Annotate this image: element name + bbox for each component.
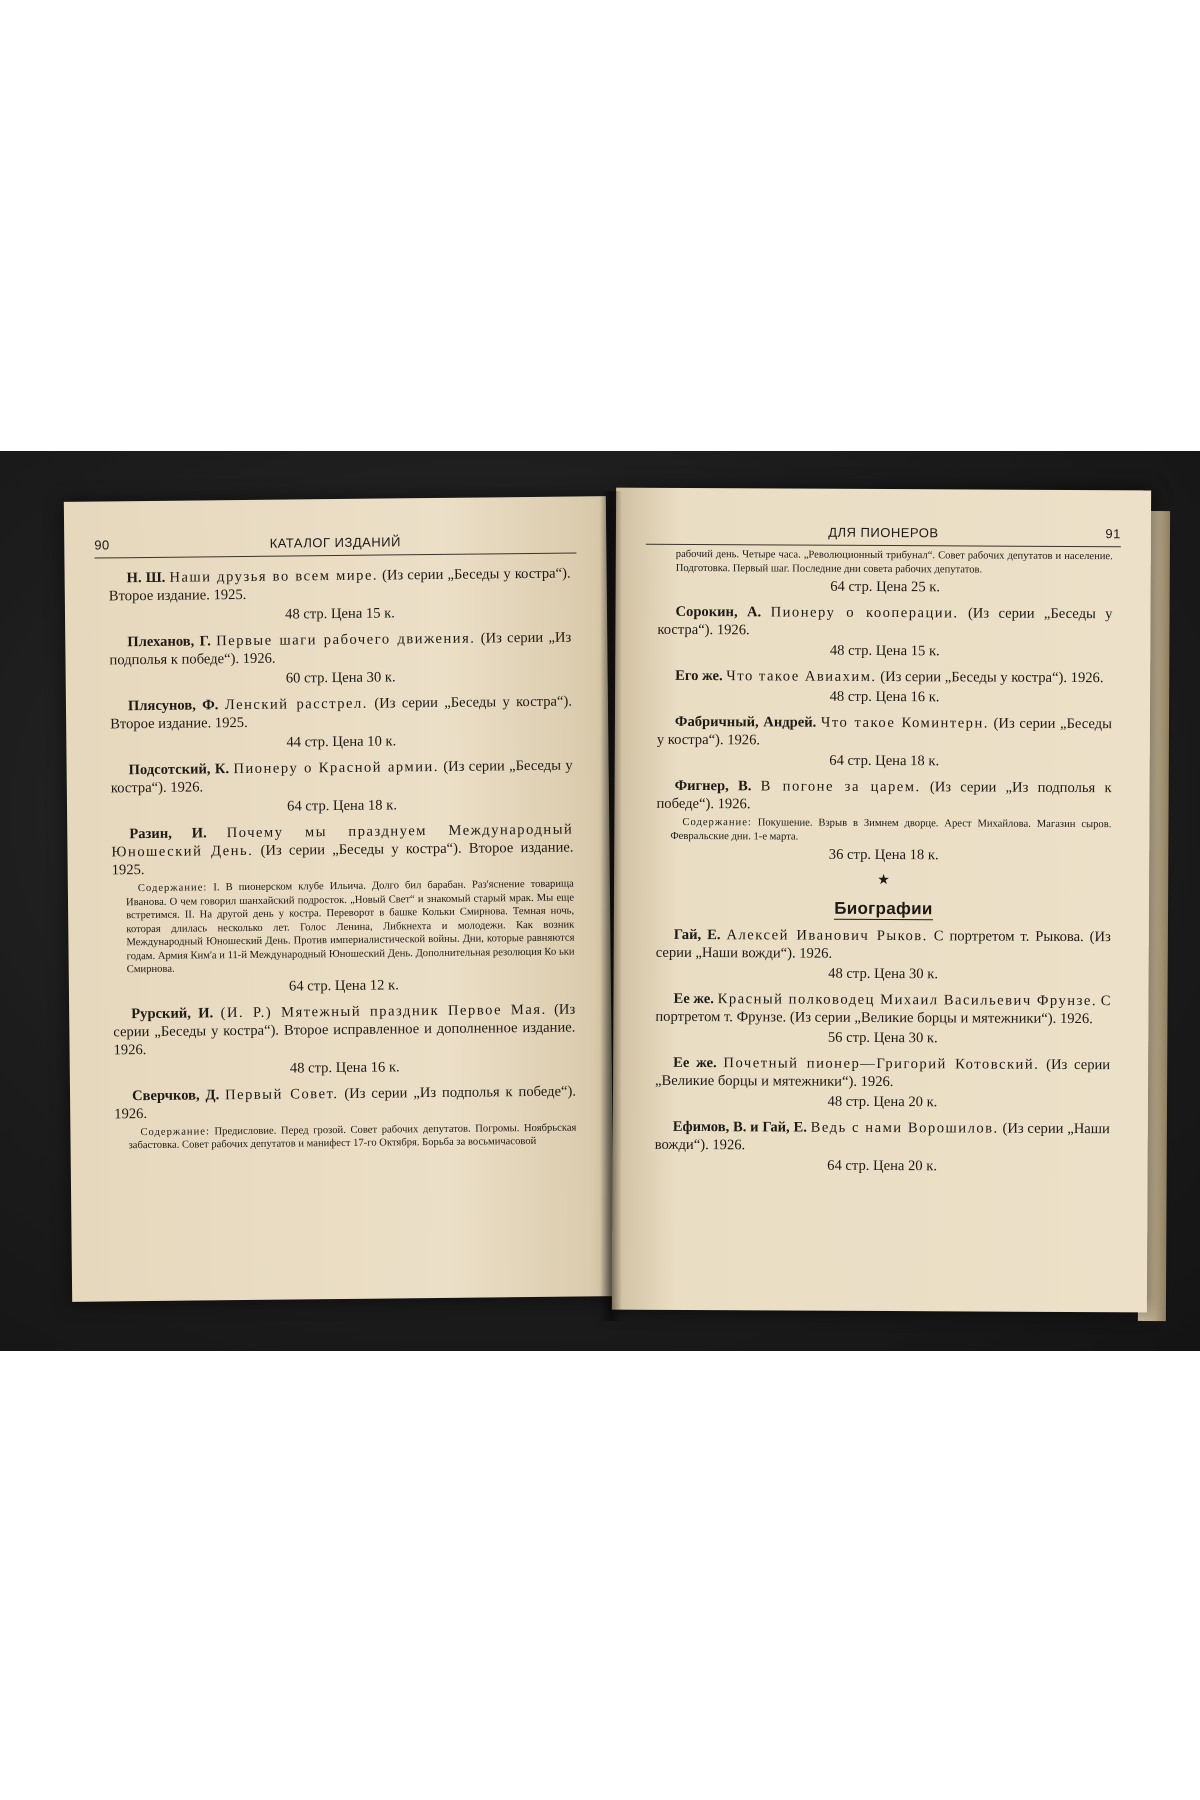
entry-author: Разин, И. — [129, 825, 207, 843]
section-title — [656, 898, 1111, 920]
contents-label: Содержание: — [140, 1125, 210, 1138]
catalog-entry — [113, 1000, 576, 1059]
entry-price: 64 стр. Цена 20 к. — [827, 1157, 938, 1175]
entry-price: 36 стр. Цена 18 к. — [828, 846, 939, 864]
entry-price: 48 стр. Цена 15 к. — [829, 642, 940, 660]
right-running-head — [646, 520, 1121, 547]
catalog-entry — [655, 1054, 1110, 1092]
entry-details: С портретом т. Фрунзе. (Из серии „Великие борцы и мятежники“). 1926. — [655, 993, 1111, 1028]
entry-price: 60 стр. Цена 30 к. — [285, 669, 396, 687]
entry-contents-note — [670, 816, 1111, 845]
entry-author: Фабричный, Андрей. — [674, 713, 817, 731]
catalog-entry — [655, 990, 1110, 1028]
entry-title: Что такое Коминтерн. — [820, 714, 989, 732]
entry-author: Рурский, И. — [131, 1004, 214, 1022]
catalog-entry — [657, 667, 1112, 687]
catalog-entry — [656, 777, 1111, 815]
catalog-entry — [656, 926, 1111, 964]
entry-details: С портретом т. Рыкова. (Из серии „Наши вожди“). 1926. — [655, 928, 1111, 962]
entry-price: 48 стр. Цена 16 к. — [289, 1058, 400, 1077]
star-divider: ★ — [877, 872, 890, 889]
catalog-entry — [111, 821, 574, 880]
entry-price: 64 стр. Цена 18 к. — [287, 797, 398, 815]
entry-author: Плеханов, Г. — [127, 633, 211, 651]
contents-label: Содержание: — [137, 882, 208, 895]
contents-label: Содержание: — [682, 816, 752, 829]
catalog-entry — [657, 603, 1112, 641]
entry-details: (Из серии „Беседы у костра“). 1926. — [110, 757, 573, 797]
catalog-entry — [110, 693, 572, 734]
section-title-text: Биографии — [834, 898, 933, 919]
entry-details: (Из серии „Беседы у костра“). Второе исправленное и дополненное издание. 1926. — [113, 1001, 576, 1058]
entry-title: Ленский расстрел. — [224, 695, 369, 714]
entry-title: Алексей Иванович Рыков. — [726, 927, 928, 945]
entry-author: Ее же. — [673, 990, 714, 1008]
entry-details: (Из серии „Беседы у костра“). 1926. — [656, 715, 1112, 749]
left-page-number: 90 — [94, 537, 110, 553]
entry-title: Первый Совет. — [224, 1085, 339, 1103]
entry-price: 48 стр. Цена 15 к. — [285, 605, 396, 623]
entry-details: (Из серии „Из подполья к победе“). 1926. — [109, 629, 572, 669]
entry-author: Сверчков, Д. — [131, 1086, 220, 1104]
entry-title: Почему мы празднуем Международный Юношеский День. — [111, 821, 574, 861]
left-running-head — [94, 528, 576, 558]
book-gutter — [600, 491, 622, 1321]
entry-details: (Из серии „Беседы у костра“). 1926. — [880, 668, 1104, 687]
entry-author: Его же. — [675, 667, 723, 685]
contents-text: I. В пионерском клубе Ильича. Долго бил барабан. Раз'яснение товарища Иванова. О чем говорил шанхайский подросток. „Новый Свет“ и знакомый старый мрак. Мы еще встретимся. II. На другой день у костра. Переворот в башке Кольки Смирнова. Темная ночь, которая длилась несколько лет. Голос Ленина, Либкнехта и молодежи. Как возник Международный Юношеский День. Против империалистической войны. Дни, которые равняются годам. Армия Ким'а и 11-й Международный Юношеский День. Дополнительная резолюция Ко ьки Смирнова. — [125, 878, 575, 976]
entry-details: (Из серии „Наши вожди“). 1926. — [654, 1120, 1110, 1154]
contents-text: Предисловие. Перед грозой. Совет рабочих депутатов. Погромы. Ноябрьская забастовка. Совет рабочих депутатов и манифест 17-го Октября. Борьба за восьмичасовой — [128, 1122, 577, 1152]
entry-title: Пионеру о Красной армии. — [233, 758, 440, 778]
left-entries — [109, 565, 577, 1153]
photo-background — [0, 451, 1200, 1351]
entry-price: 64 стр. Цена 12 к. — [288, 976, 399, 995]
entry-author: Ефимов, В. и Гай, Е. — [672, 1118, 807, 1136]
entry-details: (Из серии „Беседы у костра“). Второе издание. 1925. — [111, 839, 574, 879]
right-page-number: 91 — [1105, 526, 1121, 542]
entry-title: Почетный пионер—Григорий Котовский. — [723, 1055, 1040, 1073]
entry-title: Наши друзья во всем мире. — [169, 567, 379, 586]
entry-price: 48 стр. Цена 20 к. — [827, 1093, 938, 1111]
right-header-title: ДЛЯ ПИОНЕРОВ — [828, 524, 939, 541]
entry-author: Н. Ш. — [126, 569, 166, 587]
catalog-entry — [657, 713, 1112, 751]
catalog-entry — [111, 757, 573, 798]
left-page — [64, 496, 614, 1302]
entry-price: 64 стр. Цена 18 к. — [829, 752, 940, 770]
entry-title: Пионеру о кооперации. — [770, 604, 959, 622]
contents-text: Покушение. Взрыв в Зимнем дворце. Арест Михайлова. Магазин сыров. Февральские дни. 1-е марта. — [670, 817, 1112, 843]
catalog-entry — [114, 1082, 576, 1123]
entry-contents-note — [128, 1121, 576, 1153]
entry-author: Плясунов, Ф. — [127, 697, 219, 715]
entry-author: Гай, Е. — [673, 926, 721, 944]
entry-title: Первые шаги рабочего движения. — [216, 630, 476, 650]
entry-details: (Из серии „Беседы у костра“). 1926. — [657, 605, 1113, 639]
entry-details: (Из серии „Беседы у костра“). Второе издание. 1925. — [110, 693, 573, 733]
entry-title: Красный полководец Михаил Васильевич Фрунзе. — [717, 991, 1098, 1010]
entry-title: Что такое Авиахим. — [726, 668, 877, 685]
entry-author: Ее же. — [673, 1054, 717, 1072]
catalog-entry — [109, 629, 571, 670]
entry-price: 48 стр. Цена 16 к. — [829, 688, 940, 706]
entry-author: Подсотский, К. — [128, 761, 230, 779]
entry-details: (Из серии „Беседы у костра“). Второе издание. 1925. — [108, 565, 571, 605]
entry-author: Сорокин, А. — [675, 603, 762, 621]
entry-contents-note — [126, 878, 575, 977]
entry-title: В погоне за царем. — [760, 778, 921, 796]
catalog-entry — [655, 1118, 1110, 1156]
entry-author: Фигнер, В. — [674, 777, 752, 795]
entry-details: (Из серии „Из подполья к победе“). 1926. — [656, 779, 1112, 813]
left-header-title: КАТАЛОГ ИЗДАНИЙ — [269, 534, 401, 551]
continued-price: 64 стр. Цена 25 к. — [830, 578, 941, 596]
continued-contents: рабочий день. Четыре часа. „Революционный трибунал“. Совет рабочих депутатов и население. Подготовка. Первый шаг. Последние дни совета рабочих депутатов. — [675, 548, 1113, 576]
entry-title: (И. Р.) Мятежный праздник Первое Мая. — [220, 1001, 547, 1021]
entry-title: Ведь с нами Ворошилов. — [810, 1119, 999, 1137]
entry-price: 44 стр. Цена 10 к. — [286, 733, 397, 751]
entry-price: 56 стр. Цена 30 к. — [827, 1029, 938, 1047]
right-entries — [655, 548, 1113, 1184]
entry-details: (Из серии „Из подполья к победе“). 1926. — [114, 1083, 577, 1122]
right-page — [612, 488, 1151, 1313]
entry-details: (Из серии „Великие борцы и мятежники“). 1926. — [655, 1056, 1111, 1091]
entry-price: 48 стр. Цена 30 к. — [828, 965, 939, 983]
catalog-entry — [109, 565, 571, 606]
